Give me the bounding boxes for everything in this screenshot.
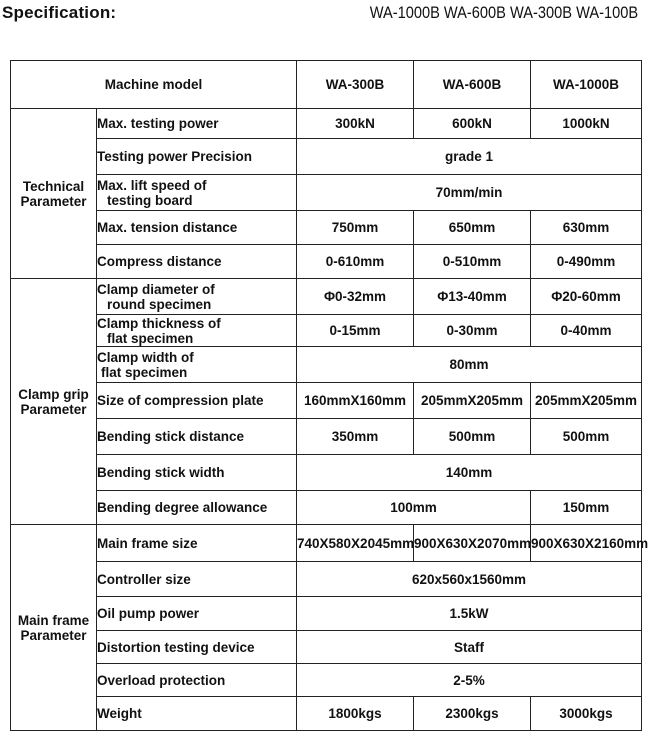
- row-label: Compress distance: [97, 245, 297, 279]
- model-col-2: WA-600B: [414, 61, 531, 109]
- cell-value: Φ20-60mm: [531, 279, 642, 315]
- table-row: [11, 211, 642, 245]
- cell-value: 205mmX205mm: [414, 383, 531, 419]
- cell-value: 650mm: [414, 211, 531, 245]
- cell-value: 500mm: [531, 419, 642, 455]
- cell-value: 0-30mm: [414, 315, 531, 347]
- model-col-1: WA-300B: [297, 61, 414, 109]
- table-row: [11, 139, 642, 175]
- cell-value: Φ13-40mm: [414, 279, 531, 315]
- cell-value: 0-40mm: [531, 315, 642, 347]
- row-label: Distortion testing device: [97, 631, 297, 664]
- cell-value: 630mm: [531, 211, 642, 245]
- table-row: [11, 697, 642, 731]
- model-col-3: WA-1000B: [531, 61, 642, 109]
- table-row: [11, 347, 642, 383]
- cell-value: 900X630X2160mm: [531, 525, 642, 562]
- row-label: Max. testing power: [97, 109, 297, 139]
- row-label: Main frame size: [97, 525, 297, 562]
- cell-value: Φ0-32mm: [297, 279, 414, 315]
- cell-value: grade 1: [297, 139, 642, 175]
- cell-value: 1.5kW: [297, 597, 642, 631]
- table-row: [11, 245, 642, 279]
- cell-value: 1800kgs: [297, 697, 414, 731]
- cell-value: Staff: [297, 631, 642, 664]
- group-technical: Technical Parameter: [11, 109, 97, 279]
- cell-value: 900X630X2070mm: [414, 525, 531, 562]
- row-label: Bending stick width: [97, 455, 297, 491]
- cell-value: 205mmX205mm: [531, 383, 642, 419]
- cell-value: 0-510mm: [414, 245, 531, 279]
- table-row: [11, 491, 642, 525]
- table-row: [11, 315, 642, 347]
- row-label: Weight: [97, 697, 297, 731]
- row-label: Testing power Precision: [97, 139, 297, 175]
- row-label: Clamp width of flat specimen: [97, 347, 297, 383]
- cell-value: 160mmX160mm: [297, 383, 414, 419]
- row-label: Bending degree allowance: [97, 491, 297, 525]
- cell-value: 0-15mm: [297, 315, 414, 347]
- table-row: [11, 455, 642, 491]
- cell-value: 620x560x1560mm: [297, 562, 642, 597]
- cell-value: 0-610mm: [297, 245, 414, 279]
- model-list: WA-1000B WA-600B WA-300B WA-100B: [369, 3, 638, 22]
- cell-value: 740X580X2045mm: [297, 525, 414, 562]
- cell-value: 150mm: [531, 491, 642, 525]
- table-row: [11, 279, 642, 315]
- spec-table: [10, 60, 649, 731]
- cell-value: 140mm: [297, 455, 642, 491]
- row-label: Clamp diameter of round specimen: [97, 279, 297, 315]
- row-label: Overload protection: [97, 664, 297, 697]
- table-row: [11, 597, 642, 631]
- row-label: Size of compression plate: [97, 383, 297, 419]
- cell-value: 2-5%: [297, 664, 642, 697]
- cell-value: 350mm: [297, 419, 414, 455]
- table-row: [11, 562, 642, 597]
- cell-value: 1000kN: [531, 109, 642, 139]
- table-row: [11, 109, 642, 139]
- table-row: [11, 631, 642, 664]
- table-row: [11, 419, 642, 455]
- row-label: Controller size: [97, 562, 297, 597]
- table-row: [11, 175, 642, 211]
- cell-value: 3000kgs: [531, 697, 642, 731]
- row-label: Oil pump power: [97, 597, 297, 631]
- cell-value: 0-490mm: [531, 245, 642, 279]
- cell-value: 2300kgs: [414, 697, 531, 731]
- cell-value: 70mm/min: [297, 175, 642, 211]
- cell-value: 80mm: [297, 347, 642, 383]
- row-label: Clamp thickness of flat specimen: [97, 315, 297, 347]
- cell-value: 100mm: [297, 491, 531, 525]
- table-row: [11, 525, 642, 562]
- row-label: Max. lift speed of testing board: [97, 175, 297, 211]
- row-label: Bending stick distance: [97, 419, 297, 455]
- machine-model-label: Machine model: [11, 61, 297, 109]
- cell-value: 600kN: [414, 109, 531, 139]
- table-row: [11, 664, 642, 697]
- cell-value: 750mm: [297, 211, 414, 245]
- cell-value: 300kN: [297, 109, 414, 139]
- table-header-row: [11, 61, 642, 109]
- spec-title: Specification:: [2, 3, 117, 22]
- group-main-frame: Main frame Parameter: [11, 525, 97, 731]
- group-clamp-grip: Clamp grip Parameter: [11, 279, 97, 525]
- row-label: Max. tension distance: [97, 211, 297, 245]
- cell-value: 500mm: [414, 419, 531, 455]
- table-row: [11, 383, 642, 419]
